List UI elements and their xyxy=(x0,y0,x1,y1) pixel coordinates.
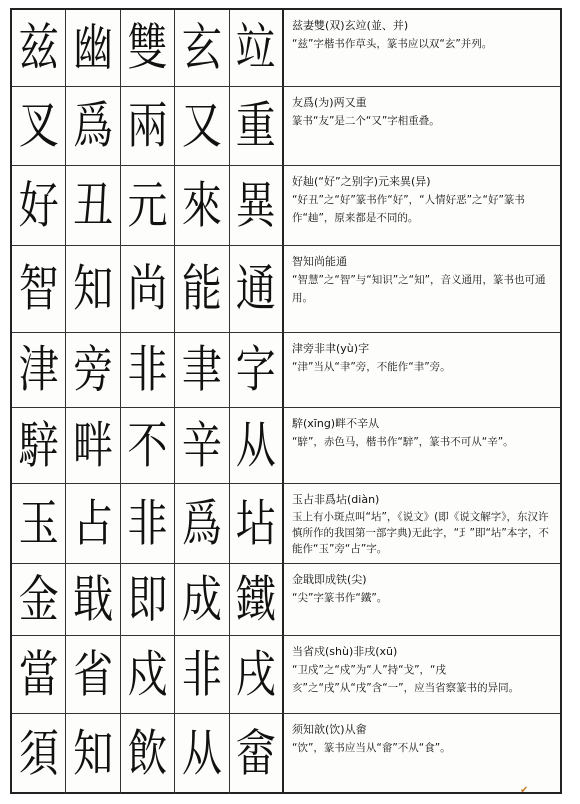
note-title: 騂(xīng)畔不辛从 xyxy=(292,417,380,430)
seal-glyph-cell xyxy=(12,484,66,563)
seal-glyph: 成 xyxy=(181,570,222,629)
seal-glyph-group xyxy=(12,166,284,245)
seal-glyph: 聿 xyxy=(181,341,222,399)
seal-glyph: 非 xyxy=(181,645,222,704)
seal-glyph-group xyxy=(12,246,284,332)
seal-glyph-cell xyxy=(12,10,66,86)
seal-glyph: 好 xyxy=(18,176,59,235)
seal-glyph-cell xyxy=(230,246,284,332)
table-row xyxy=(12,87,560,166)
seal-glyph-group xyxy=(12,636,284,713)
explanation-note xyxy=(284,636,560,713)
note-text: “好丑”之“好”篆书作“好”，“人情好恶”之“好”篆书作“赸”，原来都是不同的。 xyxy=(292,194,525,224)
seal-glyph: 旁 xyxy=(73,341,114,399)
seal-glyph: 來 xyxy=(181,176,222,235)
seal-glyph: 雙 xyxy=(127,19,168,77)
note-title: 金戢即成铁(尖) xyxy=(292,573,367,586)
seal-glyph-group xyxy=(12,10,284,86)
seal-glyph-group xyxy=(12,714,284,794)
seal-glyph-cell xyxy=(230,484,284,563)
seal-glyph-cell xyxy=(175,10,229,86)
note-title: 智知尚能通 xyxy=(292,255,347,268)
seal-glyph: 竝 xyxy=(235,19,276,77)
seal-glyph: 省 xyxy=(73,645,114,704)
seal-glyph: 戍 xyxy=(127,645,168,704)
seal-glyph-cell xyxy=(121,87,175,165)
table-row xyxy=(12,484,560,564)
seal-glyph-cell xyxy=(66,714,120,794)
seal-glyph-cell xyxy=(121,10,175,86)
note-text: 玉上有小斑点叫“坫”，《说文》(即《说文解字》，东汉许慎所作的我国第一部字典)无此字，“𤣩”即“坫”本字，不能作“玉”旁“占”字。 xyxy=(292,511,549,555)
seal-glyph-cell xyxy=(66,408,120,483)
seal-glyph: 戢 xyxy=(73,570,114,629)
seal-glyph: 重 xyxy=(235,97,276,155)
table-row xyxy=(12,333,560,408)
seal-glyph-cell xyxy=(66,10,120,86)
seal-glyph-cell xyxy=(175,408,229,483)
seal-glyph: 从 xyxy=(181,725,222,783)
corner-check-mark: ✔ xyxy=(520,785,529,796)
table-row xyxy=(12,564,560,636)
seal-glyph-cell xyxy=(66,564,120,635)
seal-glyph: 非 xyxy=(127,341,168,399)
seal-glyph: 坫 xyxy=(235,494,276,553)
note-text: “津”当从“𦘒”旁，不能作“聿”旁。 xyxy=(292,361,451,373)
seal-glyph-cell xyxy=(66,166,120,245)
seal-glyph-cell xyxy=(12,87,66,165)
seal-glyph: 占 xyxy=(73,494,114,553)
note-text: “騂”，赤色马，楷书作“騂”，篆书不可从“辛”。 xyxy=(292,436,514,448)
seal-glyph: 畔 xyxy=(73,416,114,475)
seal-glyph: 異 xyxy=(235,176,276,235)
seal-glyph: 叉 xyxy=(18,97,59,155)
seal-glyph-cell xyxy=(230,10,284,86)
seal-glyph-cell xyxy=(12,246,66,332)
seal-glyph: 須 xyxy=(18,725,59,783)
seal-glyph-cell xyxy=(12,714,66,794)
seal-glyph: 又 xyxy=(181,97,222,155)
seal-glyph-cell xyxy=(230,564,284,635)
seal-glyph-cell xyxy=(121,714,175,794)
seal-glyph-cell xyxy=(121,484,175,563)
seal-glyph-cell xyxy=(175,87,229,165)
explanation-note xyxy=(284,87,560,165)
seal-glyph-cell xyxy=(66,484,120,563)
seal-glyph: 爲 xyxy=(73,97,114,155)
note-title: 玉占非爲坫(diàn) xyxy=(292,493,380,506)
seal-glyph-group xyxy=(12,333,284,407)
seal-glyph: 不 xyxy=(127,416,168,475)
explanation-note xyxy=(284,408,560,483)
table-row xyxy=(12,636,560,714)
seal-glyph-group xyxy=(12,408,284,483)
seal-glyph: 金 xyxy=(18,570,59,629)
seal-glyph: 畲 xyxy=(235,725,276,783)
table-row xyxy=(12,714,560,794)
seal-glyph: 尚 xyxy=(127,260,168,318)
explanation-note xyxy=(284,10,560,86)
explanation-note xyxy=(284,333,560,407)
note-text: “智慧”之“智”与“知识”之“知”，音义通用，篆书也可通用。 xyxy=(292,274,546,304)
seal-glyph-cell xyxy=(230,166,284,245)
seal-glyph: 兹 xyxy=(18,19,59,77)
explanation-note xyxy=(284,564,560,635)
seal-glyph-cell xyxy=(121,166,175,245)
seal-glyph-cell xyxy=(230,636,284,713)
seal-glyph-cell xyxy=(175,166,229,245)
seal-glyph: 丑 xyxy=(73,176,114,235)
note-text: “卫戍”之“戍”为“人”持“戈”，“戌亥”之“戌”从“戌”含“一”，应当省察篆书的异同。 xyxy=(292,664,520,694)
seal-glyph-cell xyxy=(66,246,120,332)
seal-glyph: 字 xyxy=(235,341,276,399)
seal-glyph-cell xyxy=(12,564,66,635)
note-text: “饮”，篆书应当从“畲”不从“食”。 xyxy=(292,742,451,754)
explanation-note xyxy=(284,484,560,563)
seal-glyph: 當 xyxy=(18,645,59,704)
seal-glyph: 知 xyxy=(73,260,114,318)
seal-glyph: 爲 xyxy=(181,494,222,553)
seal-glyph: 玉 xyxy=(18,494,59,553)
seal-glyph: 非 xyxy=(127,494,168,553)
seal-glyph-group xyxy=(12,484,284,563)
table-row xyxy=(12,166,560,246)
seal-glyph: 幽 xyxy=(73,19,114,77)
explanation-note xyxy=(284,246,560,332)
note-title: 好赸(“好”之别字)元来異(异) xyxy=(292,175,431,188)
seal-glyph-cell xyxy=(12,333,66,407)
seal-glyph-group xyxy=(12,564,284,635)
seal-glyph: 鐵 xyxy=(235,570,276,629)
note-title: 当省戍(shù)非戌(xū) xyxy=(292,645,398,658)
seal-glyph-cell xyxy=(175,333,229,407)
note-title: 津旁非聿(yù)字 xyxy=(292,342,370,355)
seal-glyph: 兩 xyxy=(127,97,168,155)
seal-glyph: 智 xyxy=(18,260,59,318)
seal-glyph: 飲 xyxy=(127,725,168,783)
note-text: 篆书“友”是二个“又”字相重叠。 xyxy=(292,115,440,127)
seal-glyph: 能 xyxy=(181,260,222,318)
explanation-note xyxy=(284,714,560,794)
seal-glyph-cell xyxy=(12,636,66,713)
seal-glyph-cell xyxy=(66,333,120,407)
seal-glyph: 元 xyxy=(127,176,168,235)
seal-glyph-cell xyxy=(175,714,229,794)
seal-glyph: 即 xyxy=(127,570,168,629)
seal-glyph: 通 xyxy=(235,260,276,318)
seal-glyph: 戌 xyxy=(235,645,276,704)
seal-glyph-cell xyxy=(12,408,66,483)
table-row xyxy=(12,10,560,87)
note-title: 须知歆(饮)从畲 xyxy=(292,723,367,736)
seal-glyph-cell xyxy=(66,636,120,713)
seal-glyph-cell xyxy=(121,636,175,713)
seal-script-table xyxy=(10,8,562,794)
seal-glyph-cell xyxy=(230,333,284,407)
seal-glyph-cell xyxy=(12,166,66,245)
table-row xyxy=(12,408,560,484)
seal-glyph-cell xyxy=(175,564,229,635)
seal-glyph-cell xyxy=(175,246,229,332)
seal-glyph-cell xyxy=(121,333,175,407)
seal-glyph: 辛 xyxy=(181,416,222,475)
seal-glyph-cell xyxy=(121,246,175,332)
seal-glyph: 騂 xyxy=(18,416,59,475)
explanation-note xyxy=(284,166,560,245)
seal-glyph-cell xyxy=(121,408,175,483)
note-text: “尖”字篆书作“鐵”。 xyxy=(292,592,388,604)
note-title: 友爲(为)两又重 xyxy=(292,96,367,109)
note-title: 兹妻雙(双)玄竝(並、并) xyxy=(292,19,409,32)
seal-glyph: 玄 xyxy=(181,19,222,77)
seal-glyph-cell xyxy=(230,714,284,794)
note-text: “兹”字楷书作草头，篆书应以双“玄”并列。 xyxy=(292,38,493,50)
seal-glyph-cell xyxy=(175,484,229,563)
seal-glyph-cell xyxy=(230,408,284,483)
seal-glyph-cell xyxy=(121,564,175,635)
seal-glyph-cell xyxy=(175,636,229,713)
seal-glyph-group xyxy=(12,87,284,165)
seal-glyph: 知 xyxy=(73,725,114,783)
seal-glyph: 从 xyxy=(235,416,276,475)
seal-glyph-cell xyxy=(66,87,120,165)
seal-glyph: 津 xyxy=(18,341,59,399)
seal-glyph-cell xyxy=(230,87,284,165)
table-row xyxy=(12,246,560,333)
